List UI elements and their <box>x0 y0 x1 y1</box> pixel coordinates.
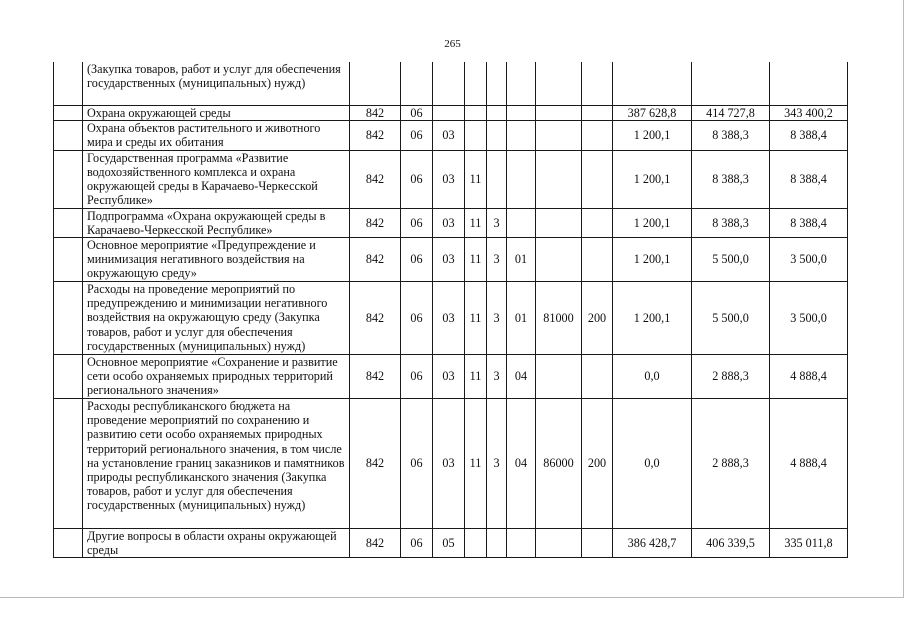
subprogram-code-cell: 3 <box>487 238 507 282</box>
subprogram-code-cell <box>487 62 507 106</box>
direction-code-cell <box>536 529 582 558</box>
subprogram-code-cell: 3 <box>487 355 507 399</box>
direction-code-cell <box>536 208 582 237</box>
row-margin-cell <box>54 399 83 529</box>
amount-year3-cell: 8 388,4 <box>770 121 848 150</box>
subsection-code-cell: 03 <box>433 208 465 237</box>
program-code-cell: 11 <box>465 208 487 237</box>
amount-year2-cell: 5 500,0 <box>692 282 770 355</box>
section-code-cell <box>401 62 433 106</box>
direction-code-cell: 81000 <box>536 282 582 355</box>
measure-code-cell: 04 <box>507 355 536 399</box>
amount-year1-cell: 1 200,1 <box>613 121 692 150</box>
amount-year1-cell: 387 628,8 <box>613 106 692 121</box>
subprogram-code-cell: 3 <box>487 399 507 529</box>
admin-code-cell: 842 <box>350 106 401 121</box>
admin-code-cell: 842 <box>350 399 401 529</box>
amount-year2-cell: 8 388,3 <box>692 208 770 237</box>
amount-year1-cell: 0,0 <box>613 355 692 399</box>
expense-type-cell <box>582 121 613 150</box>
subprogram-code-cell: 3 <box>487 282 507 355</box>
subprogram-code-cell: 3 <box>487 208 507 237</box>
subprogram-code-cell <box>487 529 507 558</box>
expense-type-cell <box>582 62 613 106</box>
row-name-cell: Основное мероприятие «Сохранение и развитие сети особо охраняемых природных территорий регионального значения» <box>83 355 350 399</box>
program-code-cell: 11 <box>465 150 487 208</box>
direction-code-cell <box>536 355 582 399</box>
table-row <box>54 399 848 529</box>
amount-year2-cell: 5 500,0 <box>692 238 770 282</box>
amount-year1-cell: 1 200,1 <box>613 238 692 282</box>
section-code-cell: 06 <box>401 238 433 282</box>
section-code-cell: 06 <box>401 208 433 237</box>
amount-year3-cell: 8 388,4 <box>770 208 848 237</box>
subsection-code-cell: 03 <box>433 399 465 529</box>
row-margin-cell <box>54 208 83 237</box>
amount-year3-cell: 335 011,8 <box>770 529 848 558</box>
amount-year2-cell: 8 388,3 <box>692 121 770 150</box>
table-row <box>54 150 848 208</box>
program-code-cell: 11 <box>465 238 487 282</box>
expense-type-cell: 200 <box>582 282 613 355</box>
amount-year3-cell: 4 888,4 <box>770 399 848 529</box>
subprogram-code-cell <box>487 150 507 208</box>
section-code-cell: 06 <box>401 121 433 150</box>
subsection-code-cell <box>433 62 465 106</box>
measure-code-cell <box>507 106 536 121</box>
table-row <box>54 62 848 106</box>
row-margin-cell <box>54 62 83 106</box>
program-code-cell: 11 <box>465 282 487 355</box>
measure-code-cell <box>507 62 536 106</box>
row-name-cell: Охрана объектов растительного и животного мира и среды их обитания <box>83 121 350 150</box>
row-name-cell: (Закупка товаров, работ и услуг для обеспечения государственных (муниципальных) нужд) <box>83 62 350 106</box>
direction-code-cell <box>536 238 582 282</box>
amount-year2-cell <box>692 62 770 106</box>
table-row <box>54 238 848 282</box>
amount-year2-cell: 414 727,8 <box>692 106 770 121</box>
section-code-cell: 06 <box>401 150 433 208</box>
row-margin-cell <box>54 150 83 208</box>
subsection-code-cell: 03 <box>433 150 465 208</box>
measure-code-cell: 01 <box>507 238 536 282</box>
section-code-cell: 06 <box>401 282 433 355</box>
amount-year3-cell: 8 388,4 <box>770 150 848 208</box>
table-row <box>54 208 848 237</box>
row-margin-cell <box>54 121 83 150</box>
program-code-cell <box>465 121 487 150</box>
amount-year1-cell: 386 428,7 <box>613 529 692 558</box>
table-row <box>54 106 848 121</box>
direction-code-cell <box>536 106 582 121</box>
expense-type-cell <box>582 106 613 121</box>
row-margin-cell <box>54 238 83 282</box>
section-code-cell: 06 <box>401 399 433 529</box>
subsection-code-cell <box>433 106 465 121</box>
expense-type-cell <box>582 208 613 237</box>
program-code-cell <box>465 106 487 121</box>
admin-code-cell: 842 <box>350 121 401 150</box>
admin-code-cell: 842 <box>350 238 401 282</box>
row-margin-cell <box>54 529 83 558</box>
admin-code-cell: 842 <box>350 150 401 208</box>
amount-year2-cell: 8 388,3 <box>692 150 770 208</box>
expense-type-cell <box>582 150 613 208</box>
subsection-code-cell: 03 <box>433 238 465 282</box>
amount-year3-cell: 343 400,2 <box>770 106 848 121</box>
row-name-cell: Расходы на проведение мероприятий по предупреждению и минимизации негативного воздействия на окружающую среду (Закупка товаров, работ и услуг для обеспечения государственных (муниципальных) нужд) <box>83 282 350 355</box>
row-name-cell: Государственная программа «Развитие водохозяйственного комплекса и охрана окружающей среды в Карачаево-Черкесской Республике» <box>83 150 350 208</box>
measure-code-cell <box>507 150 536 208</box>
subsection-code-cell: 05 <box>433 529 465 558</box>
amount-year3-cell: 4 888,4 <box>770 355 848 399</box>
program-code-cell <box>465 62 487 106</box>
subprogram-code-cell <box>487 106 507 121</box>
page-number: 265 <box>444 38 461 50</box>
expense-type-cell <box>582 238 613 282</box>
amount-year2-cell: 2 888,3 <box>692 355 770 399</box>
section-code-cell: 06 <box>401 355 433 399</box>
subprogram-code-cell <box>487 121 507 150</box>
table-body <box>54 62 848 558</box>
measure-code-cell <box>507 529 536 558</box>
expense-type-cell: 200 <box>582 399 613 529</box>
subsection-code-cell: 03 <box>433 282 465 355</box>
row-name-cell: Другие вопросы в области охраны окружающей среды <box>83 529 350 558</box>
admin-code-cell: 842 <box>350 282 401 355</box>
measure-code-cell <box>507 208 536 237</box>
amount-year1-cell: 1 200,1 <box>613 208 692 237</box>
amount-year1-cell: 1 200,1 <box>613 282 692 355</box>
table-row <box>54 529 848 558</box>
admin-code-cell: 842 <box>350 208 401 237</box>
expense-type-cell <box>582 529 613 558</box>
direction-code-cell: 86000 <box>536 399 582 529</box>
amount-year1-cell: 1 200,1 <box>613 150 692 208</box>
direction-code-cell <box>536 62 582 106</box>
direction-code-cell <box>536 121 582 150</box>
program-code-cell <box>465 529 487 558</box>
row-margin-cell <box>54 282 83 355</box>
row-margin-cell <box>54 355 83 399</box>
amount-year3-cell: 3 500,0 <box>770 282 848 355</box>
direction-code-cell <box>536 150 582 208</box>
section-code-cell: 06 <box>401 529 433 558</box>
amount-year3-cell <box>770 62 848 106</box>
row-name-cell: Основное мероприятие «Предупреждение и минимизация негативного воздействия на окружающую среду» <box>83 238 350 282</box>
measure-code-cell: 04 <box>507 399 536 529</box>
measure-code-cell: 01 <box>507 282 536 355</box>
section-code-cell: 06 <box>401 106 433 121</box>
amount-year2-cell: 406 339,5 <box>692 529 770 558</box>
amount-year1-cell: 0,0 <box>613 399 692 529</box>
measure-code-cell <box>507 121 536 150</box>
table-row <box>54 355 848 399</box>
admin-code-cell: 842 <box>350 355 401 399</box>
subsection-code-cell: 03 <box>433 121 465 150</box>
admin-code-cell: 842 <box>350 529 401 558</box>
row-name-cell: Подпрограмма «Охрана окружающей среды в Карачаево-Черкесской Республике» <box>83 208 350 237</box>
admin-code-cell <box>350 62 401 106</box>
program-code-cell: 11 <box>465 399 487 529</box>
table-row <box>54 121 848 150</box>
program-code-cell: 11 <box>465 355 487 399</box>
amount-year1-cell <box>613 62 692 106</box>
amount-year3-cell: 3 500,0 <box>770 238 848 282</box>
amount-year2-cell: 2 888,3 <box>692 399 770 529</box>
expense-type-cell <box>582 355 613 399</box>
row-name-cell: Расходы республиканского бюджета на проведение мероприятий по сохранению и развитию сети особо охраняемых природных территорий регионального значения, в том числе на установление границ заказников и памятников природы республиканского значения (Закупка товаров, работ и услуг для обеспечения государственных (муниципальных) нужд) <box>83 399 350 529</box>
budget-table <box>53 62 848 558</box>
row-margin-cell <box>54 106 83 121</box>
row-name-cell: Охрана окружающей среды <box>83 106 350 121</box>
table-row <box>54 282 848 355</box>
subsection-code-cell: 03 <box>433 355 465 399</box>
